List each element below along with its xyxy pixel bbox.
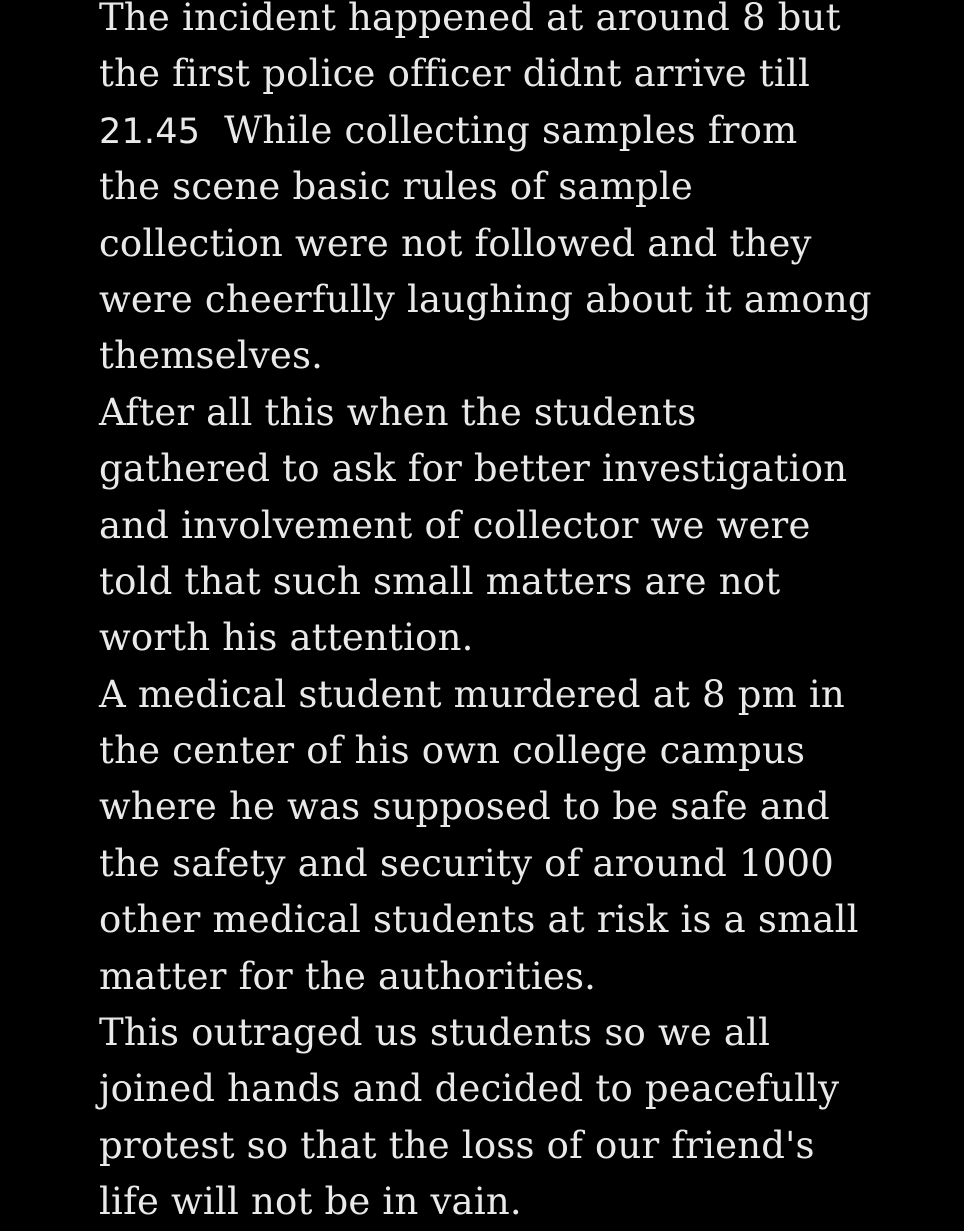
text-line-with-time: [99, 103, 959, 159]
text-line: This outraged us students so we all: [99, 1011, 771, 1055]
time-label: 21.45: [99, 111, 201, 152]
text-line: gathered to ask for better investigation: [99, 447, 848, 491]
text-line: the scene basic rules of sample: [99, 165, 693, 209]
text-line: where he was supposed to be safe and: [99, 785, 830, 829]
text-line: the safety and security of around 1000: [99, 841, 834, 885]
paragraph-incident-timeline: [99, 0, 959, 385]
text-line: The incident happened at around 8 but: [99, 0, 841, 39]
text-line: worth his attention.: [99, 616, 474, 660]
text-line: other medical students at risk is a small: [99, 898, 859, 942]
text-line: protest so that the loss of our friend's: [99, 1123, 815, 1167]
text-line: the first police officer didnt arrive till: [99, 52, 811, 96]
paragraph-campus-safety: [99, 667, 959, 1005]
text-line-rest: While collecting samples from: [224, 108, 798, 152]
text-line: the center of his own college campus: [99, 729, 806, 773]
text-line: joined hands and decided to peacefully: [99, 1067, 840, 1111]
text-line: matter for the authorities.: [99, 954, 597, 998]
text-line: A medical student murdered at 8 pm in: [99, 672, 845, 716]
text-line: and involvement of collector we were: [99, 503, 811, 547]
text-line: collection were not followed and they: [99, 221, 812, 265]
paragraph-student-gathering: [99, 385, 959, 667]
text-line: themselves.: [99, 334, 324, 378]
text-line: After all this when the students: [99, 390, 697, 434]
paragraph-protest: [99, 1005, 959, 1231]
text-line: told that such small matters are not: [99, 559, 781, 603]
text-line: were cheerfully laughing about it among: [99, 277, 872, 321]
text-line: life will not be in vain.: [99, 1180, 522, 1224]
statement-text: [99, 0, 959, 1231]
